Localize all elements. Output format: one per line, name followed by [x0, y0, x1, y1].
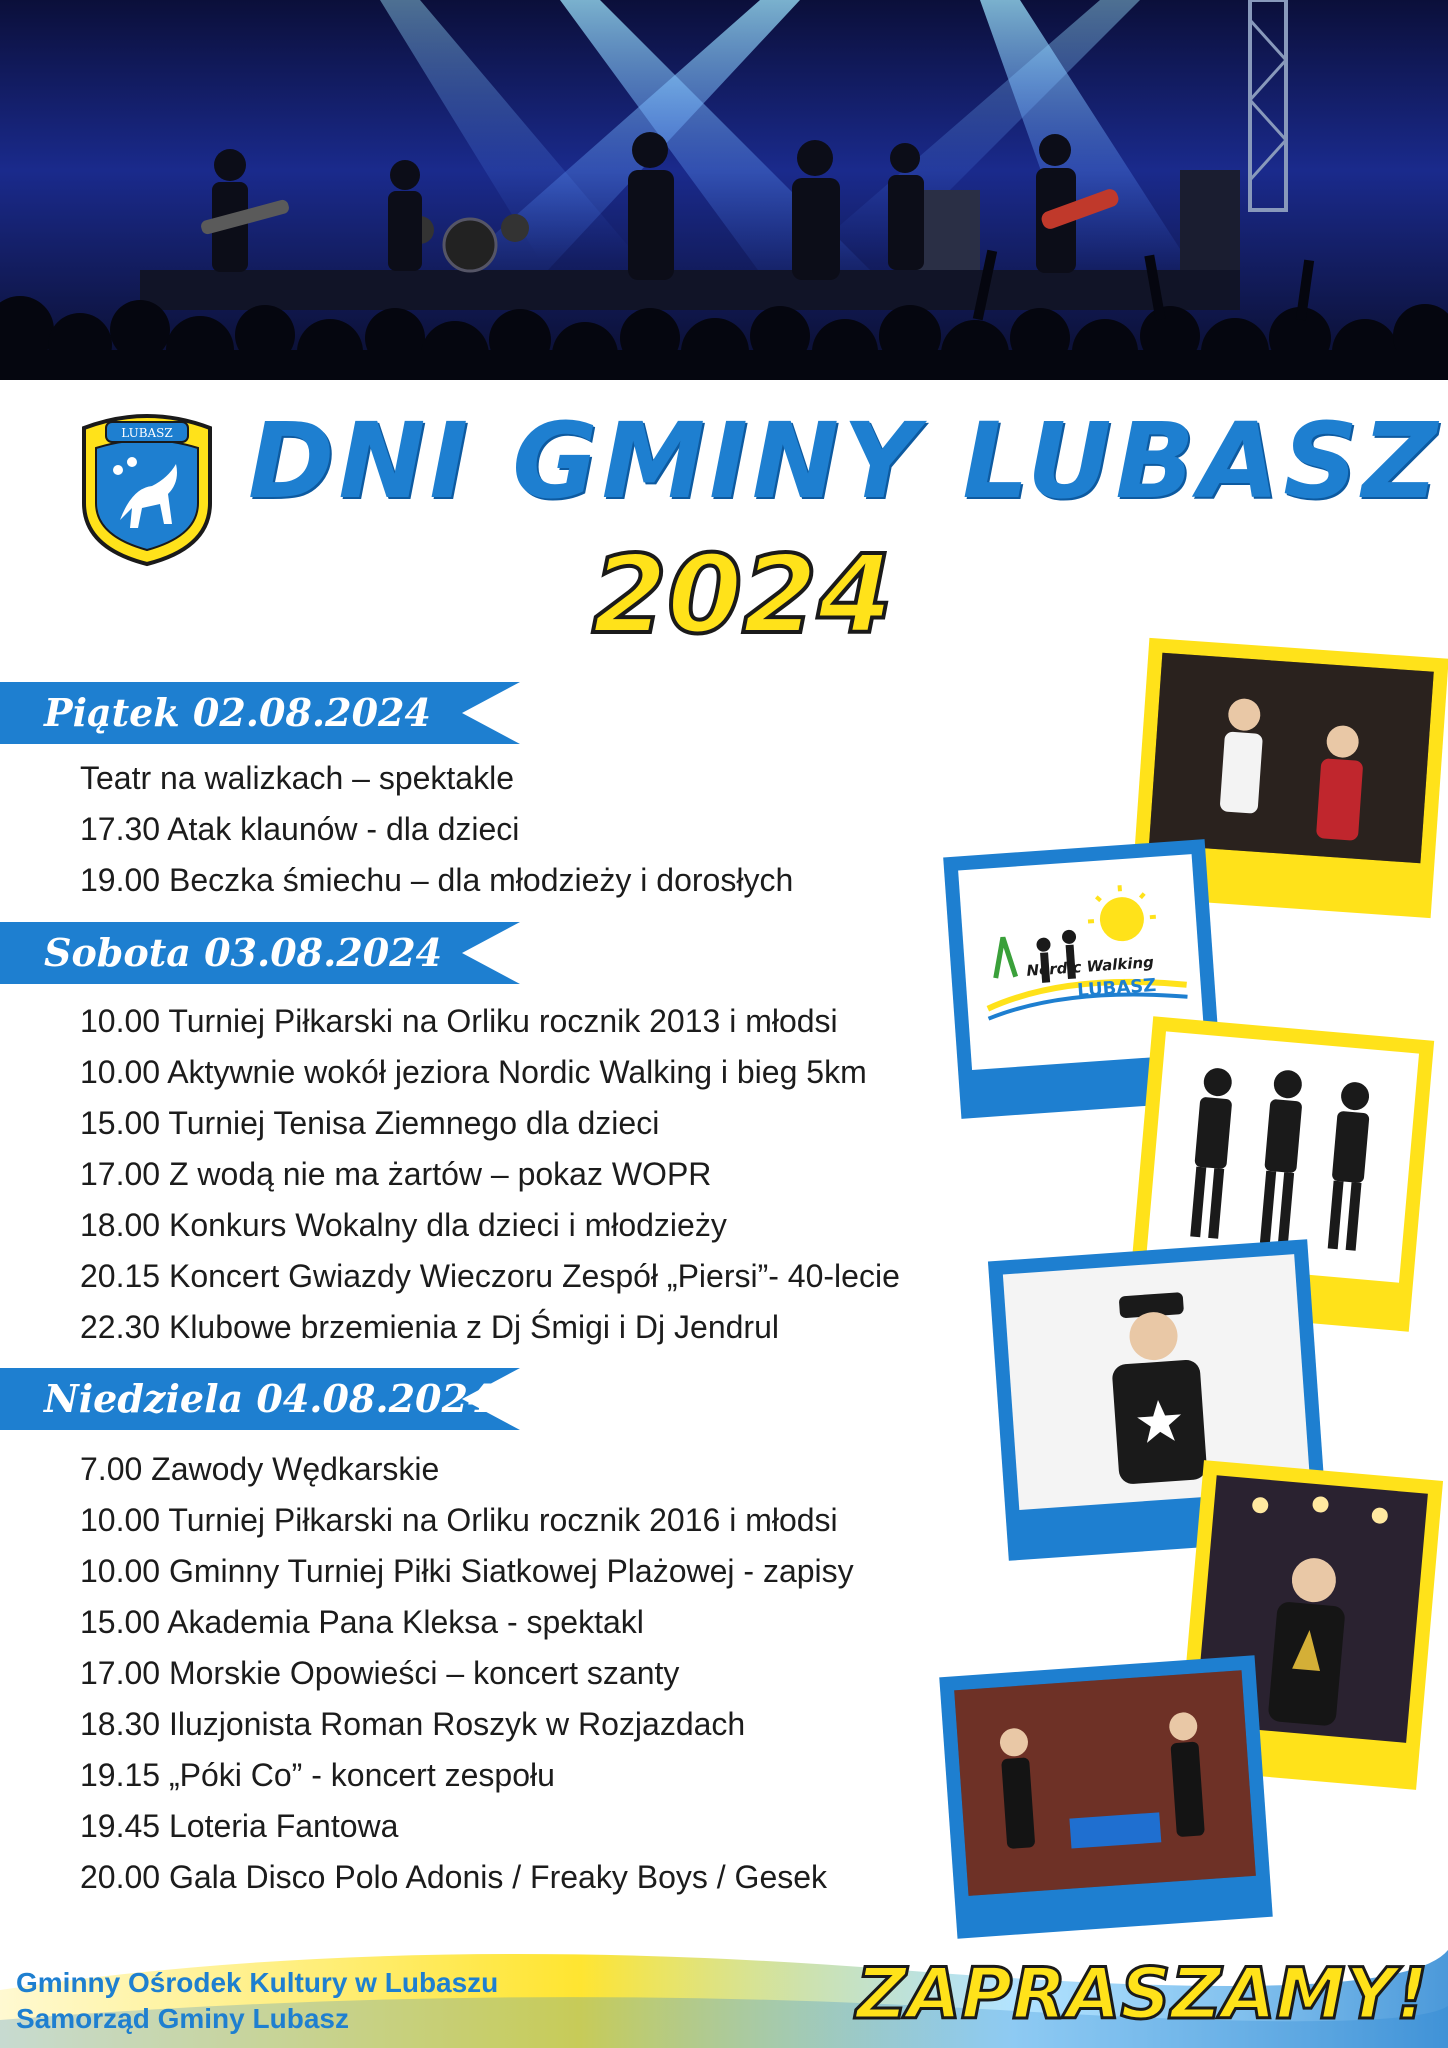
- dancers-photo: [939, 1655, 1273, 1938]
- concert-stage-photo: [0, 0, 1448, 380]
- list-item: 19.45 Loteria Fantowa: [80, 1808, 399, 1844]
- list-item: 7.00 Zawody Wędkarskie: [80, 1451, 440, 1487]
- crest-label: LUBASZ: [121, 426, 173, 440]
- list-item: 17.00 Morskie Opowieści – koncert szanty: [80, 1655, 680, 1691]
- day-label-sunday: Niedziela 04.08.2024: [44, 1376, 495, 1421]
- day-banner-sunday: [0, 1368, 520, 1430]
- event-list-sunday: [80, 1444, 1000, 1903]
- list-item: 20.00 Gala Disco Polo Adonis / Freaky Boys / Gesek: [80, 1859, 828, 1895]
- day-banner-saturday: [0, 922, 520, 984]
- day-label-saturday: Sobota 03.08.2024: [44, 930, 443, 975]
- coat-of-arms-graphic: [72, 408, 222, 568]
- lubasz-coat-of-arms: [72, 408, 222, 568]
- event-list-saturday: [80, 996, 1000, 1353]
- list-item: 17.00 Z wodą nie ma żartów – pokaz WOPR: [80, 1156, 712, 1192]
- list-item: 15.00 Akademia Pana Kleksa - spektakl: [80, 1604, 644, 1640]
- list-item: 15.00 Turniej Tenisa Ziemnego dla dzieci: [80, 1105, 660, 1141]
- page-title: DNI GMINY LUBASZ: [248, 400, 1442, 522]
- list-item: 10.00 Turniej Piłkarski na Orliku rocznik 2016 i młodsi: [80, 1502, 838, 1538]
- nordic-logo-subtitle: LUBASZ: [1076, 974, 1157, 1002]
- day-label-friday: Piątek 02.08.2024: [44, 690, 431, 735]
- list-item: 19.00 Beczka śmiechu – dla młodzieży i dorosłych: [80, 862, 794, 898]
- list-item: 19.15 „Póki Co” - koncert zespołu: [80, 1757, 555, 1793]
- day-banner-friday: [0, 682, 520, 744]
- list-item: 10.00 Gminny Turniej Piłki Siatkowej Plażowej - zapisy: [80, 1553, 854, 1589]
- list-item: 18.00 Konkurs Wokalny dla dzieci i młodzieży: [80, 1207, 727, 1243]
- footer-invitation: ZAPRASZAMY!: [856, 1953, 1428, 2035]
- footer-organizer: Gminny Ośrodek Kultury w Lubaszu: [16, 1967, 499, 1998]
- list-item: 10.00 Turniej Piłkarski na Orliku rocznik 2013 i młodsi: [80, 1003, 838, 1039]
- nordic-logo-title: Nordic Walking: [1025, 953, 1155, 980]
- list-item: 20.15 Koncert Gwiazdy Wieczoru Zespół „Piersi”- 40-lecie: [80, 1258, 900, 1294]
- list-item: 17.30 Atak klaunów - dla dzieci: [80, 811, 520, 847]
- list-item: 10.00 Aktywnie wokół jeziora Nordic Walking i bieg 5km: [80, 1054, 867, 1090]
- list-item: 22.30 Klubowe brzemienia z Dj Śmigi i Dj Jendrul: [80, 1309, 779, 1345]
- photo-card-dancers: [939, 1655, 1273, 1938]
- list-item: Teatr na walizkach – spektakle: [80, 760, 514, 796]
- list-item: 18.30 Iluzjonista Roman Roszyk w Rozjazdach: [80, 1706, 746, 1742]
- footer-municipality: Samorząd Gminy Lubasz: [16, 2003, 349, 2034]
- event-list-friday: [80, 753, 1000, 906]
- concert-illustration: [0, 0, 1448, 380]
- event-year: 2024: [592, 533, 893, 658]
